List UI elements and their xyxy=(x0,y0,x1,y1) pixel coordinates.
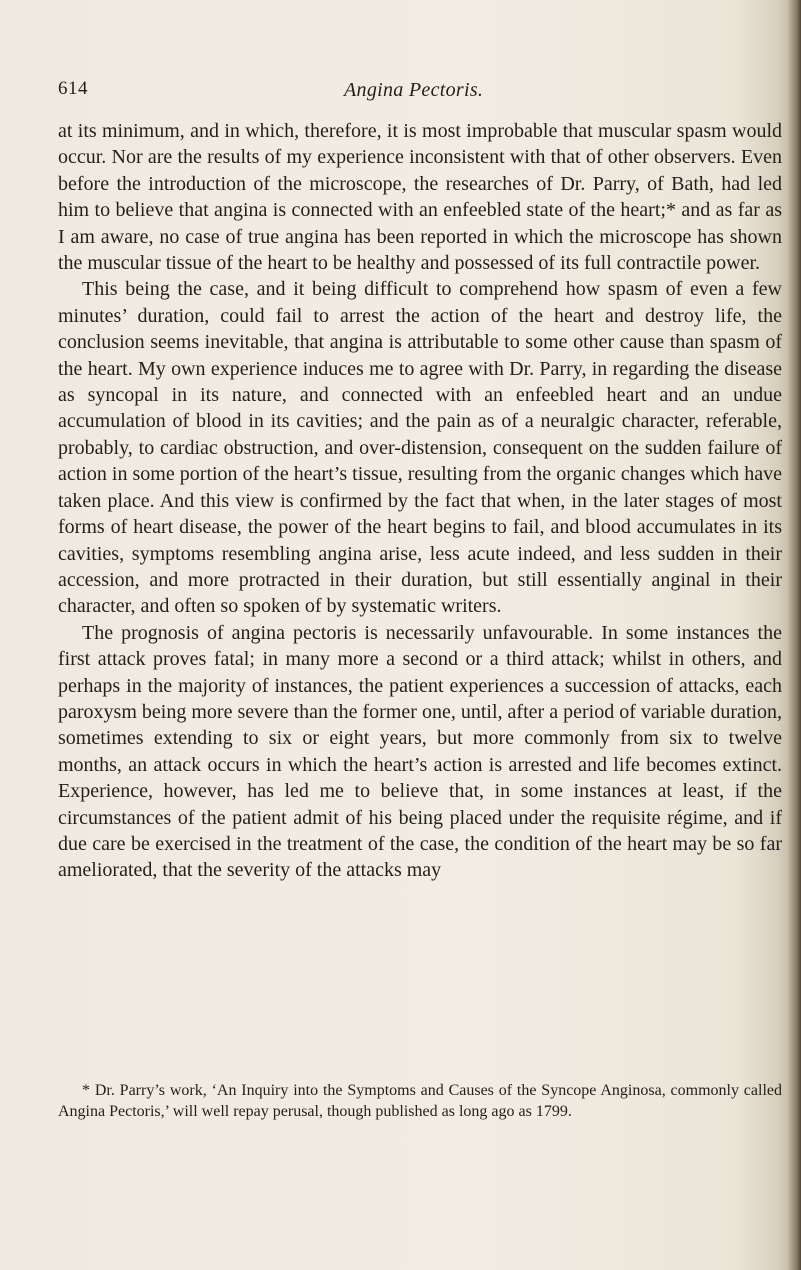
footnote: * Dr. Parry’s work, ‘An Inquiry into the Symptoms and Causes of the Syncope Anginosa, commonly called Angina Pectoris,’ will well repay perusal, though published as long ago as 1799. xyxy=(58,1082,782,1120)
body-text xyxy=(58,118,782,884)
paragraph-conclusion: This being the case, and it being difficult to comprehend how spasm of even a few minutes’ duration, could fail to arrest the action of the heart and destroy life, the conclusion seems inevitable, that angina is attributable to some other cause than spasm of the heart. My own experience induces me to agree with Dr. Parry, in regarding the disease as syncopal in its nature, and connected with an enfeebled heart and an undue accumulation of blood in its cavities; and the pain as of a neuralgic character, referable, probably, to cardiac obstruction, and over-distension, consequent on the sudden failure of action in some portion of the heart’s tissue, resulting from the organic changes which have taken place. And this view is confirmed by the fact that when, in the later stages of most forms of heart disease, the power of the heart begins to fail, and blood accumulates in its cavities, symptoms resembling angina arise, less acute indeed, and less sudden in their accession, and more protracted in their duration, but still essentially anginal in their character, and often so spoken of by systematic writers. xyxy=(58,278,782,618)
page-header xyxy=(58,78,748,108)
paragraph-continued: at its minimum, and in which, therefore, it is most improbable that muscular spasm would occur. Nor are the results of my experience inconsistent with that of other observers. Even before the introduction of the microscope, the researches of Dr. Parry, of Bath, had led him to believe that angina is connected with an enfeebled state of the heart;* and as far as I am aware, no case of true angina has been reported in which the microscope has shown the muscular tissue of the heart to be healthy and possessed of its full contractile power. xyxy=(58,120,782,275)
spine-shadow xyxy=(787,0,801,1270)
paragraph-prognosis: The prognosis of angina pectoris is necessarily unfavourable. In some instances the first attack proves fatal; in many more a second or a third attack; whilst in others, and perhaps in the majority of instances, the patient experiences a succession of attacks, each paroxysm being more severe than the former one, until, after a period of variable duration, sometimes extending to six or eight years, but more commonly from six to twelve months, an attack occurs in which the heart’s action is arrested and life becomes extinct. Experience, however, has led me to believe that, in some instances at least, if the circumstances of the patient admit of his being placed under the requisite régime, and if due care be exercised in the treatment of the case, the condition of the heart may be so far ameliorated, that the severity of the attacks may xyxy=(58,621,782,882)
running-title: Angina Pectoris. xyxy=(344,79,484,101)
page-number: 614 xyxy=(58,78,88,99)
